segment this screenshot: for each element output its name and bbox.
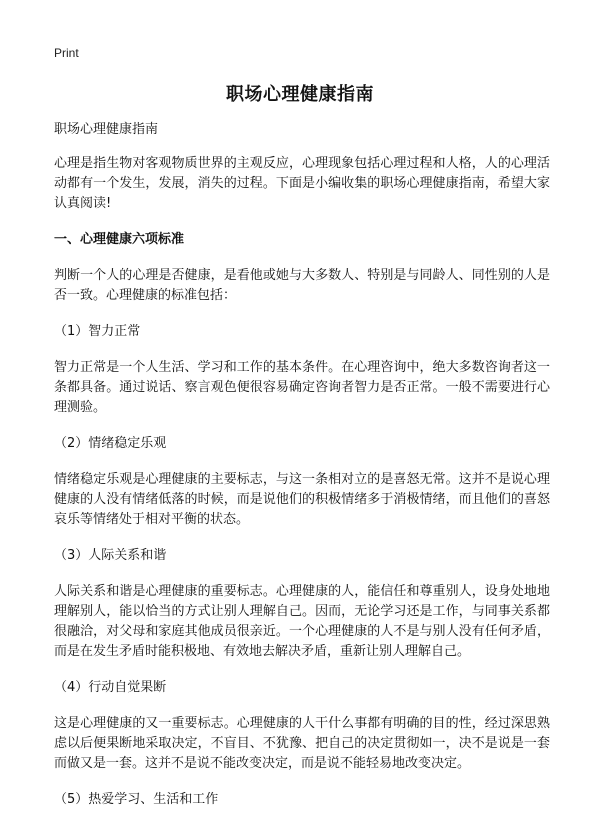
item-body-4: 这是心理健康的又一重要标志。心理健康的人干什么事都有明确的目的性，经过深思熟虑以后便果断地采取决定，不盲目、不犹豫、把自己的决定贯彻如一，决不是说是一套而做又是一套。这并不是说不能改变决定，而是说不能轻易地改变决定。 [54, 716, 550, 771]
item-heading-3: （3）人际关系和谐 [54, 548, 167, 563]
item-body-2: 情绪稳定乐观是心理健康的主要标志，与这一条相对立的是喜怒无常。这并不是说心理健康的人没有情绪低落的时候，而是说他们的积极情绪多于消极情绪，而且他们的喜怒哀乐等情绪处于相对平衡的状态。 [54, 472, 550, 527]
page-title: 职场心理健康指南 [226, 84, 374, 105]
article-body [54, 120, 550, 826]
item-heading-2: （2）情绪稳定乐观 [54, 436, 167, 451]
print-link[interactable]: Print [54, 46, 79, 60]
item-body-1: 智力正常是一个人生活、学习和工作的基本条件。在心理咨询中，绝大多数咨询者这一条都具备。通过说话、察言观色便很容易确定咨询者智力是否正常。一般不需要进行心理测验。 [54, 360, 550, 415]
item-heading-1: （1）智力正常 [54, 324, 141, 339]
item-heading-5: （5）热爱学习、生活和工作 [54, 792, 219, 807]
article-subtitle: 职场心理健康指南 [54, 122, 159, 137]
section-heading: 一、心理健康六项标准 [54, 232, 185, 247]
section-intro-paragraph: 判断一个人的心理是否健康，是看他或她与大多数人、特别是与同龄人、同性别的人是否一致。心理健康的标准包括： [54, 268, 550, 303]
item-heading-4: （4）行动自觉果断 [54, 680, 167, 695]
intro-paragraph: 心理是指生物对客观物质世界的主观反应，心理现象包括心理过程和人格，人的心理活动都有一个发生，发展，消失的过程。下面是小编收集的职场心理健康指南，希望大家认真阅读! [54, 156, 550, 211]
item-body-3: 人际关系和谐是心理健康的重要标志。心理健康的人，能信任和尊重别人，设身处地地理解别人，能以恰当的方式让别人理解自己。因而，无论学习还是工作，与同事关系都很融洽，对父母和家庭其他成员很亲近。一个心理健康的人不是与别人没有任何矛盾，而是在发生矛盾时能积极地、有效地去解决矛盾，重新让别人理解自己。 [54, 584, 550, 659]
